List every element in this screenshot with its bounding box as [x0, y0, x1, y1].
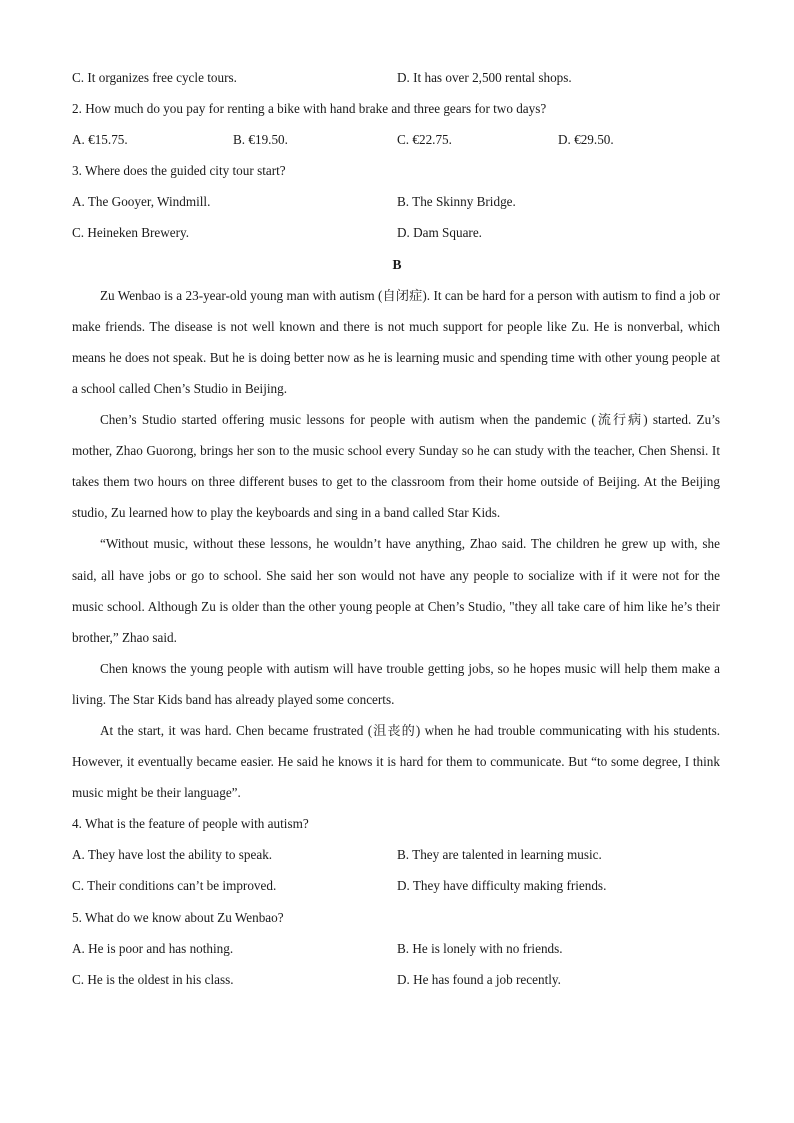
- option-c: C. He is the oldest in his class.: [72, 971, 234, 987]
- option-b: B. They are talented in learning music.: [397, 847, 602, 863]
- option-a: A. They have lost the ability to speak.: [72, 847, 273, 863]
- option-c: C. It organizes free cycle tours.: [72, 70, 237, 85]
- q3-options-cd: [72, 217, 722, 248]
- option-b: B. He is lonely with no friends.: [397, 940, 563, 956]
- q3-options-ab: [72, 186, 722, 217]
- passage-paragraph: At the start, it was hard. Chen became frustrated (沮丧的) when he had trouble communicating with his students. However, it eventually became easier. He said he knows it is hard for them to communicate. But “to some degree, I think music might be their language”.: [72, 722, 720, 801]
- option-a: A. €15.75.: [72, 132, 128, 148]
- question-5: 5. What do we know about Zu Wenbao?: [72, 909, 284, 925]
- question-4: 4. What is the feature of people with autism?: [72, 816, 309, 832]
- passage-paragraph: Zu Wenbao is a 23-year-old young man with autism (自闭症). It can be hard for a person with autism to find a job or make friends. The disease is not well known and there is not much support for people like Zu. He is nonverbal, which means he does not speak. But he is doing better now as he is learning music and spending time with other young people at a school called Chen’s Studio in Beijing.: [72, 287, 720, 396]
- q4-options-cd: [72, 870, 722, 901]
- passage-paragraph: Chen knows the young people with autism will have trouble getting jobs, so he hopes music will help them make a living. The Star Kids band has already played some concerts.: [72, 660, 720, 707]
- option-d: D. He has found a job recently.: [397, 971, 561, 987]
- exam-page: [72, 62, 722, 995]
- option-b: B. The Skinny Bridge.: [397, 194, 516, 210]
- option-d: D. €29.50.: [558, 132, 614, 148]
- option-b: B. €19.50.: [233, 132, 288, 148]
- passage-paragraph: Chen’s Studio started offering music lessons for people with autism when the pandemic (流行病) started. Zu’s mother, Zhao Guorong, brings her son to the music school every Sunday so he can study with the teacher, Chen Shensi. It takes them two hours on three different buses to get to the classroom from their home outside of Beijing. At the Beijing studio, Zu learned how to play the keyboards and sing in a band called Star Kids.: [72, 412, 720, 521]
- q5-options-cd: [72, 964, 722, 995]
- option-a: A. The Gooyer, Windmill.: [72, 194, 211, 210]
- question-3: 3. Where does the guided city tour start?: [72, 163, 286, 179]
- question-2: 2. How much do you pay for renting a bike with hand brake and three gears for two days?: [72, 101, 547, 117]
- option-a: A. He is poor and has nothing.: [72, 940, 234, 956]
- option-c: C. Their conditions can’t be improved.: [72, 878, 277, 894]
- q5-options-ab: [72, 933, 722, 964]
- option-c: C. Heineken Brewery.: [72, 225, 190, 241]
- q1-options-cd: [72, 62, 722, 93]
- option-d: D. It has over 2,500 rental shops.: [397, 70, 572, 85]
- option-d: D. Dam Square.: [397, 225, 482, 241]
- section-heading: B: [392, 256, 402, 272]
- q4-options-ab: [72, 839, 722, 870]
- option-d: D. They have difficulty making friends.: [397, 878, 607, 894]
- option-c: C. €22.75.: [397, 132, 452, 148]
- q2-options: [72, 124, 722, 155]
- passage-paragraph: “Without music, without these lessons, he wouldn’t have anything, Zhao said. The children he grew up with, she said, all have jobs or go to school. She said her son would not have any people to socialize with if it were not for the music school. Although Zu is older than the other young people at Chen’s Studio, "they all take care of him like he’s their brother,” Zhao said.: [72, 536, 720, 645]
- passage: [72, 280, 720, 809]
